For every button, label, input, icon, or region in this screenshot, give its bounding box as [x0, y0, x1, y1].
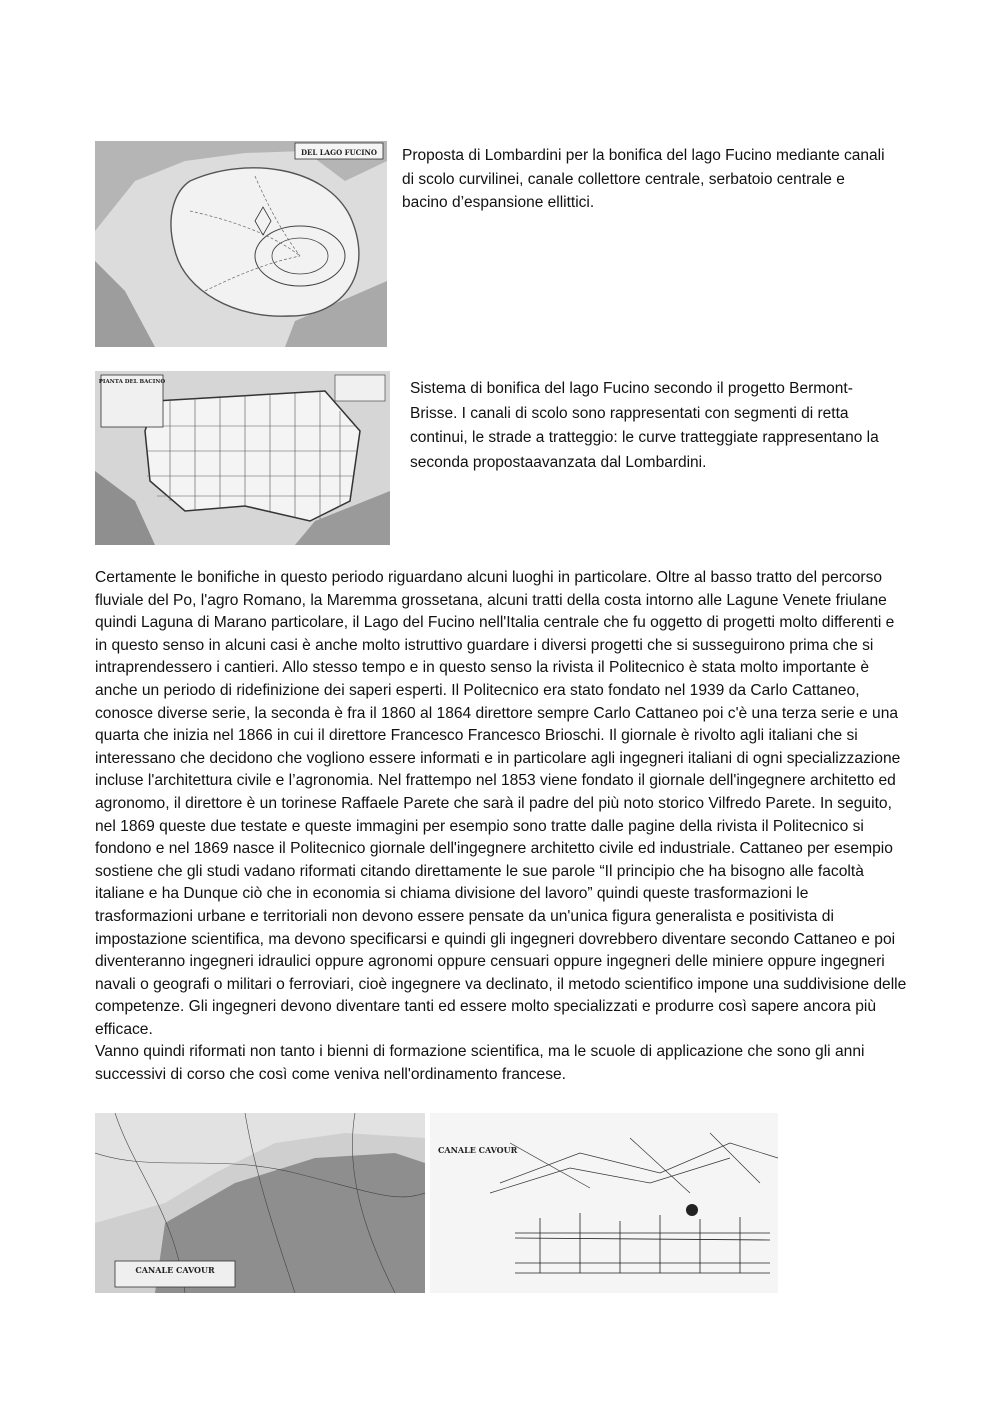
fucino-lombardini-map-drawing	[95, 141, 387, 347]
fucino-bermont-brisse-map-drawing	[95, 371, 390, 545]
body-paragraph-1: Certamente le bonifiche in questo periodo riguardano alcuni luoghi in particolare. Oltre al basso tratto del percorso fluviale del Po, l'agro Romano, la Maremma grossetana, alcuni tratti della costa intorno alle Lagune Venete friulane quindi Laguna di Marano particolare, il Lago del Fucino nell'Italia centrale che fu oggetto di progetti molto differenti e in questo senso in alcuni casi è anche molto istruttivo guardare i diversi progetti che si susseguirono prima che si intraprendessero i cantieri. Allo stesso tempo e in questo senso la rivista il Politecnico è stata molto importante è anche un periodo di ridefinizione dei saperi esperti. Il Politecnico era stato fondato nel 1939 da Carlo Cattaneo, conosce diverse serie, la seconda è fra il 1860 al 1864 direttore sempre Carlo Cattaneo poi c'è una terza serie e una quarta che inizia nel 1866 in cui il direttore Francesco Francesco Brioschi. Il giornale è rivolto agli italiani che si interessano che decidono che vogliono essere informati e in particolare agli ingegneri italiani di ogni specializzazione incluse l'architettura civile e l’agronomia. Nel frattempo nel 1853 viene fondato il giornale dell'ingegnere architetto ed agronomo, il direttore è un torinese Raffaele Parete che sarà il padre del più noto storico Vilfredo Parete. In seguito, nel 1869 queste due testate e queste immagini per esempio sono tratte dalle pagine della rivista il Politecnico si fondono e nel 1869 nasce il Politecnico giornale dell'ingegnere architetto civile ed industriale. Cattaneo per esempio sostiene che gli studi vadano riformati citando direttamente le sue parole “Il principio che ha bisogno alle facoltà italiane e ha Dunque ciò che in economia si chiama divisione del lavoro” quindi queste trasformazioni le trasformazioni urbane e territoriali non devono essere pensate da un'unica figura generalista e positivista di impostazione scientifica, ma devono specificarsi e quindi gli ingegneri dovrebbero diventare secondo Cattaneo e poi diventeranno ingegneri idraulici oppure agronomi oppure censuari oppure ingegneri delle miniere oppure ingegneri navali o geografi o militari o ferroviari, cioè ingegnere va declinato, il metodo scientifico impone una suddivisione delle competenze. Gli ingegneri devono diventare tanti ed essere molto specializzati e produrre così sapere ancora più efficace.	[95, 569, 907, 1038]
fucino-lombardini-map	[95, 141, 387, 347]
body-text	[95, 567, 910, 1087]
body-paragraph-2: Vanno quindi riformati non tanto i bienni di formazione scientifica, ma le scuole di applicazione che sono gli anni successivi di corso che così come veniva nell'ordinamento francese.	[95, 1043, 865, 1084]
cavour-map-title: CANALE CAVOUR	[135, 1265, 215, 1275]
canale-cavour-profile	[430, 1113, 778, 1293]
canale-cavour-map	[95, 1113, 425, 1293]
canale-cavour-map-drawing	[95, 1113, 425, 1293]
fucino-bermont-brisse-map	[95, 371, 390, 545]
figure-2-caption: Sistema di bonifica del lago Fucino secondo il progetto Bermont-Brisse. I canali di scolo sono rappresentati con segmenti di retta continui, le strade a tratteggio: le curve tratteggiate rappresentano la seconda propostaavanzata dal Lombardini.	[410, 380, 879, 471]
canale-cavour-profile-drawing	[430, 1113, 778, 1293]
cavour-profile-title: CANALE CAVOUR	[438, 1145, 518, 1155]
fucino-map-title: DEL LAGO FUCINO	[300, 148, 378, 157]
figure-1-caption: Proposta di Lombardini per la bonifica del lago Fucino mediante canali di scolo curvilinei, canale collettore centrale, serbatoio centrale e bacino d’espansione ellittici.	[402, 147, 885, 211]
bacino-map-title: PIANTA DEL BACINO	[98, 379, 166, 385]
